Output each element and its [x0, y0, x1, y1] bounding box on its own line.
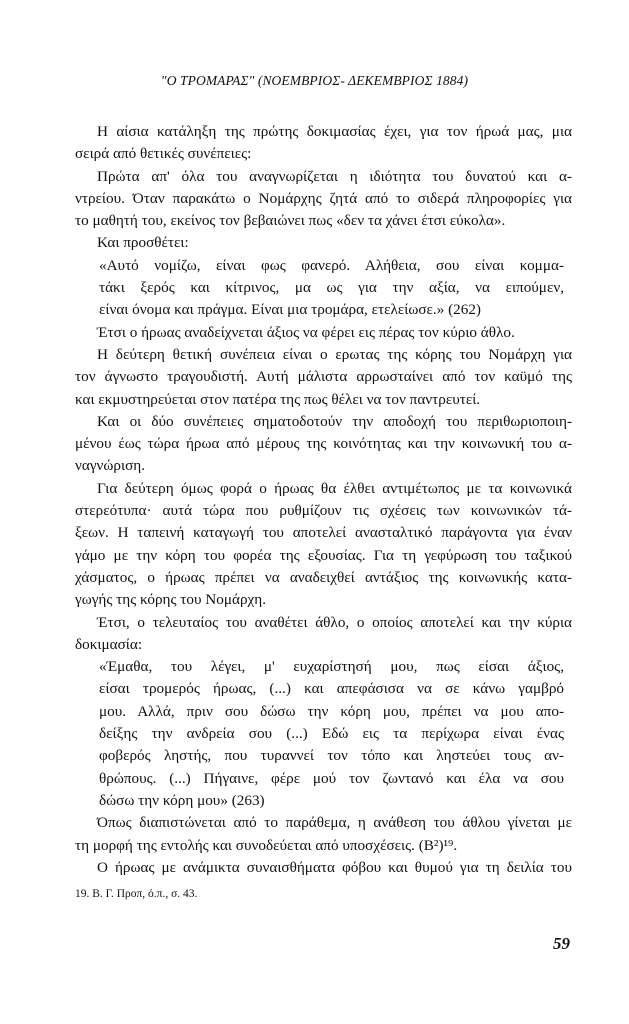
- text-line: δώσω την κόρη μου» (263): [99, 791, 265, 809]
- text-line: τάκι ξερός και κίτρινος, μα ως για την αξία, να ειπούμεν,: [99, 279, 564, 297]
- text-line: είναι όνομα και πράγμα. Είναι μια τρομάρα, ετελείωσε.» (262): [99, 301, 481, 319]
- block-quote: [75, 656, 572, 812]
- text-line: Όπως διαπιστώνεται από το παράθεμα, η ανάθεση του άθλου γίνεται με: [97, 814, 572, 832]
- text-line: Και οι δύο συνέπειες σηματοδοτούν την αποδοχή του περιθωριοποιη-: [97, 412, 572, 430]
- text-line: φοβερός ληστής, που τυραννεί τον τόπο και ληστεύει τους αν-: [99, 747, 564, 765]
- paragraph: [75, 812, 572, 857]
- text-line: τον άγνωστο τραγουδιστή. Αυτή μάλιστα αρρωσταίνει από τον καϋμό της: [75, 368, 572, 386]
- text-line: τη μορφή της εντολής και συνοδεύεται από υποσχέσεις. (Β²)¹⁹.: [75, 836, 458, 854]
- text-line: μένου έως τώρα ήρωα από μέρους της κοινότητας και την κοινωνική του α-: [75, 435, 572, 453]
- text-line: και εκμυστηρεύεται στον πατέρα της πως θέλει να τον παντρευτεί.: [75, 390, 481, 408]
- paragraph: [75, 857, 572, 879]
- text-line: Πρώτα απ' όλα του αναγνωρίζεται η ιδιότητα του δυνατού και α-: [97, 167, 572, 185]
- text-line: το μαθητή του, εκείνος τον βεβαιώνει πως «δεν τα χάνει έτσι εύκολα».: [75, 212, 506, 230]
- text-line: ντρείου. Όταν παρακάτω ο Νομάρχης ζητά από το σιδερά πληροφορίες για: [75, 189, 572, 207]
- text-line: Η δεύτερη θετική συνέπεια είναι ο ερωτας της κόρης του Νομάρχη για: [97, 345, 572, 363]
- text-line: σειρά από θετικές συνέπειες:: [75, 145, 252, 163]
- text-line: ξεων. Η ταπεινή καταγωγή του αποτελεί ανασταλτικό παράγοντα για έναν: [75, 524, 572, 542]
- footnote: 19. Β. Γ. Προπ, ό.π., σ. 43.: [75, 888, 198, 900]
- page-number: 59: [553, 934, 570, 953]
- text-line: Ο ήρωας με ανάμικτα συναισθήματα φόβου και θυμού για τη δειλία του: [97, 858, 572, 876]
- paragraph: [75, 322, 572, 344]
- text-line: θρώπους. (...) Πήγαινε, φέρε μού τον ζωντανό και έλα να σου: [99, 769, 564, 787]
- text-line: «Αυτό νομίζω, είναι φως φανερό. Αλήθεια, σου είναι κομμα-: [99, 256, 564, 274]
- text-line: χάσματος, ο ήρωας πρέπει να αναδειχθεί αντάξιος της κοινωνικής κατα-: [75, 568, 572, 586]
- text-line: Για δεύτερη όμως φορά ο ήρωας θα έλθει αντιμέτωπος με τα κοινωνικά: [97, 479, 572, 497]
- text-line: Και προσθέτει:: [97, 234, 189, 252]
- text-line: Έτσι ο ήρωας αναδείχνεται άξιος να φέρει εις πέρας τον κύριο άθλο.: [97, 323, 515, 341]
- body-text: [75, 121, 572, 879]
- text-line: Η αίσια κατάληξη της πρώτης δοκιμασίας έχει, για τον ήρωά μας, μια: [97, 123, 572, 140]
- text-line: γωγής της κόρης του Νομάρχη.: [75, 591, 267, 609]
- text-line: «Έμαθα, του λέγει, μ' ευχαρίστησή μου, πως είσαι άξιος,: [99, 658, 564, 676]
- paragraph: [75, 478, 572, 612]
- text-line: στερεότυπα· αυτά τώρα που ρυθμίζουν τις σχέσεις των κοινωνικών τά-: [75, 502, 572, 520]
- block-quote: [75, 255, 572, 322]
- text-line: ναγνώριση.: [75, 457, 145, 475]
- paragraph: [75, 121, 572, 166]
- paragraph: [75, 166, 572, 233]
- text-line: γάμο με την κόρη του φορέα της εξουσίας. Για τη γεφύρωση του ταξικού: [75, 546, 572, 564]
- text-line: Έτσι, ο τελευταίος του αναθέτει άθλο, ο οποίος αποτελεί και την κύρια: [97, 613, 572, 631]
- text-line: μου. Αλλά, πριν σου δώσω την κόρη μου, πρέπει να μου απο-: [99, 702, 564, 720]
- text-line: δοκιμασία:: [75, 635, 143, 653]
- paragraph: [75, 344, 572, 411]
- text-line: δείξης την ανδρεία σου (...) Εδώ εις τα περίχωρα είναι ένας: [99, 725, 564, 743]
- paragraph: [75, 411, 572, 478]
- text-line: είσαι τρομερός ήρωας, (...) και απεφάσισα να σε κάνω γαμβρό: [99, 680, 564, 698]
- paragraph: [75, 232, 572, 254]
- running-header: "Ο ΤΡΟΜΑΡΑΣ" (ΝΟΕΜΒΡΙΟΣ- ΔΕΚΕΜΒΡΙΟΣ 1884): [160, 73, 469, 88]
- paragraph: [75, 612, 572, 657]
